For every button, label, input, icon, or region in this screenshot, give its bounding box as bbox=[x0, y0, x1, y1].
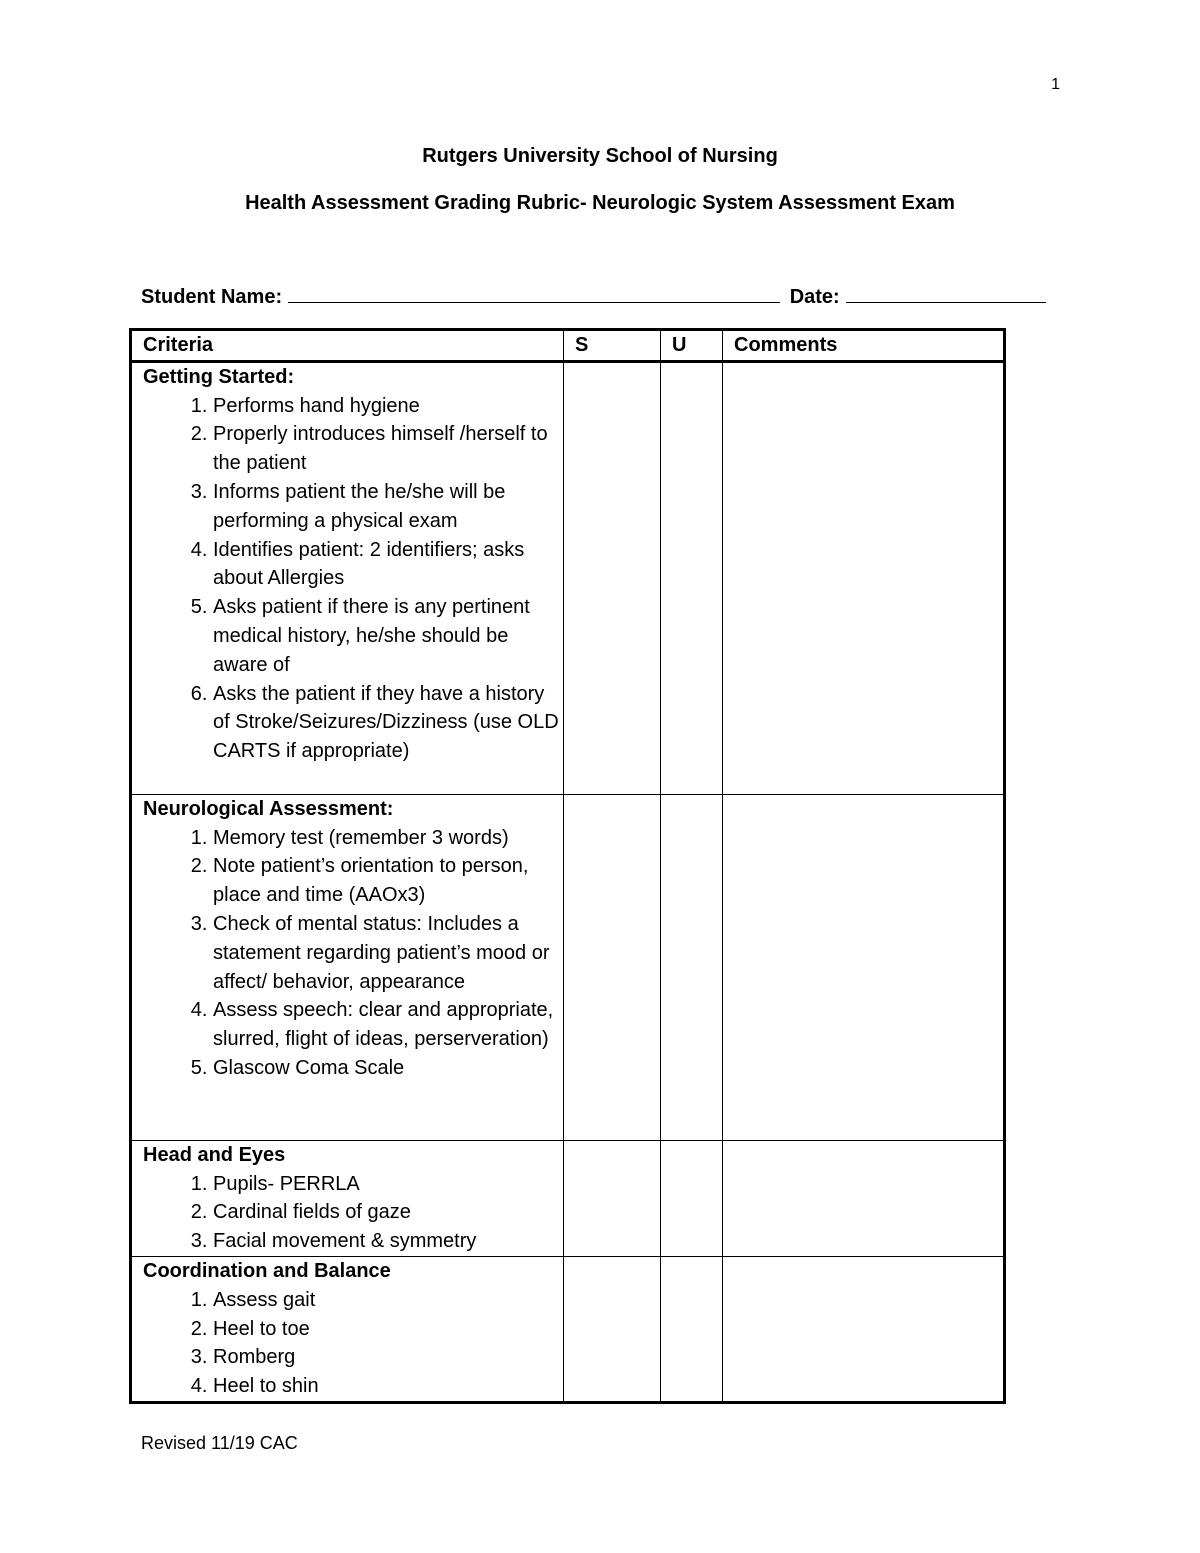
s-cell[interactable] bbox=[564, 361, 661, 794]
list-item: 2. Note patient’s orientation to person, place and time (AAOx3) bbox=[213, 852, 563, 910]
s-cell[interactable] bbox=[564, 1256, 661, 1402]
s-cell[interactable] bbox=[564, 1140, 661, 1256]
comments-cell[interactable] bbox=[723, 1140, 1005, 1256]
u-header: U bbox=[661, 330, 723, 362]
page-number: 1 bbox=[1051, 76, 1060, 93]
date-label: Date: bbox=[789, 286, 840, 308]
list-item: 1. Assess gait bbox=[213, 1286, 563, 1315]
s-cell[interactable] bbox=[564, 794, 661, 1140]
student-name-label: Student Name: bbox=[141, 286, 283, 308]
section-title: Neurological Assessment: bbox=[143, 797, 394, 820]
criteria-list bbox=[143, 824, 563, 1083]
comments-cell[interactable] bbox=[723, 794, 1005, 1140]
list-item: 3. Informs patient the he/she will be performing a physical exam bbox=[213, 478, 563, 536]
criteria-list bbox=[143, 392, 563, 766]
list-item: 3. Facial movement & symmetry bbox=[213, 1227, 563, 1256]
comments-cell[interactable] bbox=[723, 361, 1005, 794]
criteria-header: Criteria bbox=[131, 330, 564, 362]
list-item: 3. Check of mental status: Includes a statement regarding patient’s mood or affect/ behavior, appearance bbox=[213, 910, 563, 996]
table-row bbox=[131, 1140, 1005, 1256]
list-item: 4. Identifies patient: 2 identifiers; asks about Allergies bbox=[213, 536, 563, 594]
criteria-list bbox=[143, 1170, 563, 1256]
criteria-cell bbox=[131, 1256, 564, 1402]
institution-title: Rutgers University School of Nursing bbox=[422, 145, 778, 167]
list-item: 1. Pupils- PERRLA bbox=[213, 1170, 563, 1199]
table-row bbox=[131, 361, 1005, 794]
u-cell[interactable] bbox=[661, 361, 723, 794]
criteria-cell bbox=[131, 361, 564, 794]
section-title: Coordination and Balance bbox=[143, 1259, 391, 1282]
list-item: 2. Properly introduces himself /herself to the patient bbox=[213, 420, 563, 478]
section-title: Head and Eyes bbox=[143, 1143, 286, 1166]
list-item: 5. Asks patient if there is any pertinent medical history, he/she should be aware of bbox=[213, 593, 563, 679]
table-row bbox=[131, 1256, 1005, 1402]
criteria-list bbox=[143, 1286, 563, 1401]
list-item: 4. Heel to shin bbox=[213, 1372, 563, 1401]
table-header-row bbox=[131, 330, 1005, 362]
date-field[interactable] bbox=[846, 284, 1046, 303]
revision-footer: Revised 11/19 CAC bbox=[141, 1433, 298, 1453]
list-item: 2. Cardinal fields of gaze bbox=[213, 1198, 563, 1227]
criteria-cell bbox=[131, 1140, 564, 1256]
student-name-field[interactable] bbox=[288, 284, 780, 303]
rubric-title: Health Assessment Grading Rubric- Neurologic System Assessment Exam bbox=[245, 192, 955, 214]
list-item: 1. Performs hand hygiene bbox=[213, 392, 563, 421]
list-item: 4. Assess speech: clear and appropriate, slurred, flight of ideas, perserveration) bbox=[213, 996, 563, 1054]
list-item: 2. Heel to toe bbox=[213, 1315, 563, 1344]
list-item: 1. Memory test (remember 3 words) bbox=[213, 824, 563, 853]
u-cell[interactable] bbox=[661, 1140, 723, 1256]
s-header: S bbox=[564, 330, 661, 362]
list-item: 5. Glascow Coma Scale bbox=[213, 1054, 563, 1083]
list-item: 6. Asks the patient if they have a history of Stroke/Seizures/Dizziness (use OLD CARTS if appropriate) bbox=[213, 680, 563, 766]
u-cell[interactable] bbox=[661, 794, 723, 1140]
comments-cell[interactable] bbox=[723, 1256, 1005, 1402]
criteria-cell bbox=[131, 794, 564, 1140]
grading-rubric-table bbox=[129, 328, 1006, 1404]
student-info-line bbox=[141, 284, 1051, 309]
list-item: 3. Romberg bbox=[213, 1343, 563, 1372]
comments-header: Comments bbox=[723, 330, 1005, 362]
section-title: Getting Started: bbox=[143, 365, 295, 388]
table-row bbox=[131, 794, 1005, 1140]
u-cell[interactable] bbox=[661, 1256, 723, 1402]
